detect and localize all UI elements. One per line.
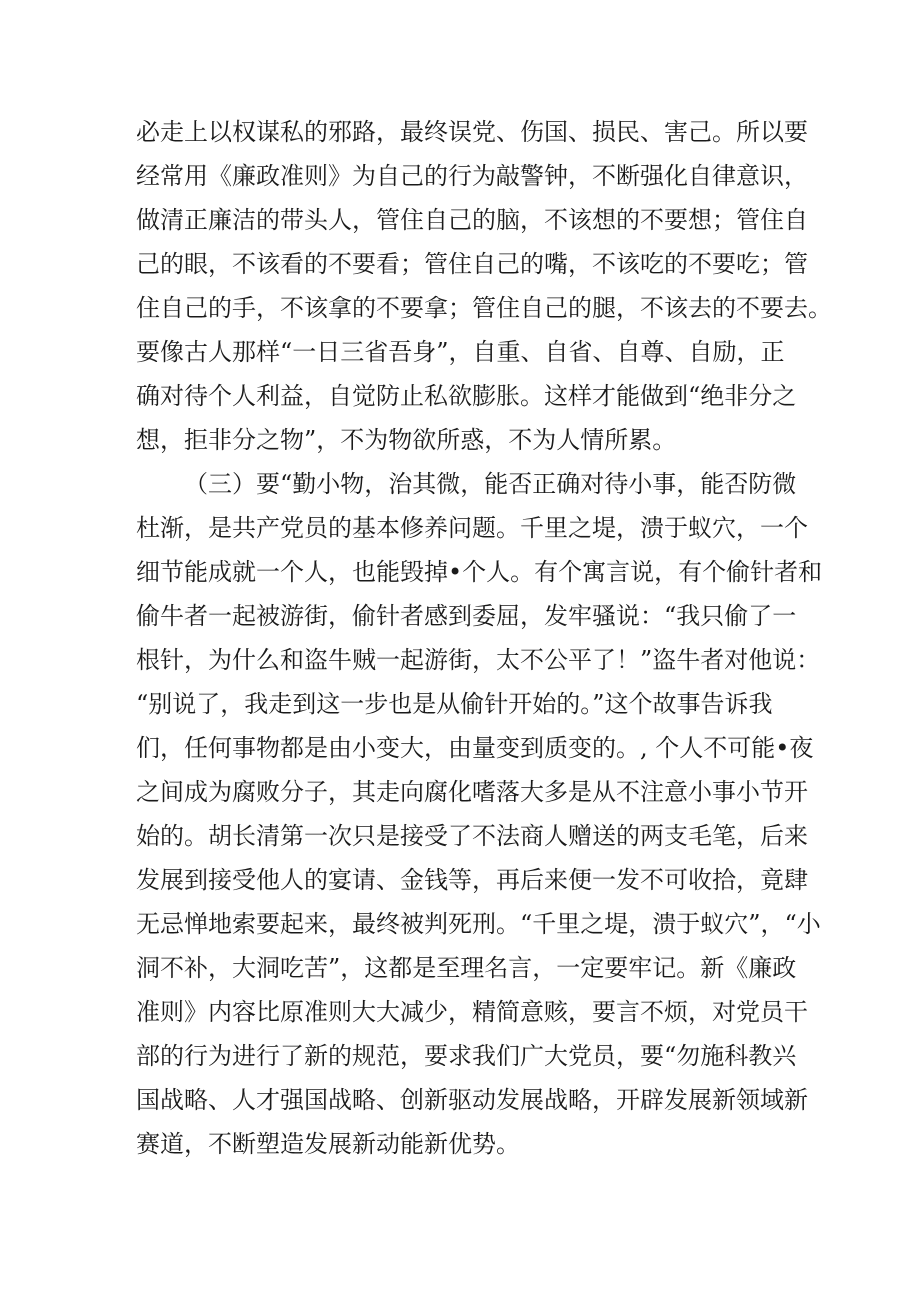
text-line: 己的眼，不该看的不要看；管住自己的嘴，不该吃的不要吃；管 <box>136 250 808 278</box>
text-line: 准则》内容比原准则大大减少，精简意赅，要言不烦，对党员干 <box>136 998 808 1026</box>
text-line: 确对待个人利益，自觉防止私欲膨胀。这样才能做到“绝非分之 <box>136 382 797 410</box>
text-line: 洞不补，大洞吃苦”，这都是至理名言，一定要牢记。新《廉政 <box>136 954 797 982</box>
text-line: 做清正廉洁的带头人，管住自己的脑，不该想的不要想；管住自 <box>136 206 808 234</box>
text-line: 始的。胡长清第一次只是接受了不法商人赠送的两支毛笔，后来 <box>136 822 808 850</box>
text-line: 经常用《廉政准则》为自己的行为敲警钟，不断强化自律意识， <box>136 162 808 190</box>
text-line: 们，任何事物都是由小变大，由量变到质变的。, 个人不可能•夜 <box>136 734 814 762</box>
text-line: “别说了，我走到这一步也是从偷针开始的。”这个故事告诉我 <box>136 690 773 718</box>
text-line: 要像古人那样“一日三省吾身”，自重、自省、自尊、自励，正 <box>136 338 785 366</box>
text-line: 赛道，不断塑造发展新动能新优势。 <box>136 1130 520 1158</box>
text-line: 国战略、人才强国战略、创新驱动发展战略，开辟发展新领域新 <box>136 1086 808 1114</box>
text-line: 偷牛者一起被游街，偷针者感到委屈，发牢骚说：“我只偷了一 <box>136 602 797 630</box>
paragraph-first-line: （三）要“勤小物，治其微，能否正确对待小事，能否防微 <box>184 470 797 498</box>
text-line: 杜渐，是共产党员的基本修养问题。千里之堤，溃于蚁穴，一个 <box>136 514 808 542</box>
text-line: 之间成为腐败分子，其走向腐化嗜落大多是从不注意小事小节开 <box>136 778 808 806</box>
text-line: 部的行为进行了新的规范，要求我们广大党员，要“勿施科教兴 <box>136 1042 797 1070</box>
text-line: 想，拒非分之物”，不为物欲所惑，不为人情所累。 <box>136 426 677 454</box>
text-line: 住自己的手，不该拿的不要拿；管住自己的腿，不该去的不要去。 <box>136 294 832 322</box>
text-line: 必走上以权谋私的邪路，最终误党、伤国、损民、害己。所以要 <box>136 118 808 146</box>
text-line: 无忌惮地索要起来，最终被判死刑。“千里之堤，溃于蚁穴”，“小 <box>136 910 821 938</box>
text-line: 根针，为什么和盗牛贼一起游街，太不公平了！”盗牛者对他说： <box>136 646 821 674</box>
text-line: 发展到接受他人的宴请、金钱等，再后来便一发不可收拾，竟肆 <box>136 866 808 894</box>
text-line: 细节能成就一个人，也能毁掉•个人。有个寓言说，有个偷针者和 <box>136 558 823 586</box>
